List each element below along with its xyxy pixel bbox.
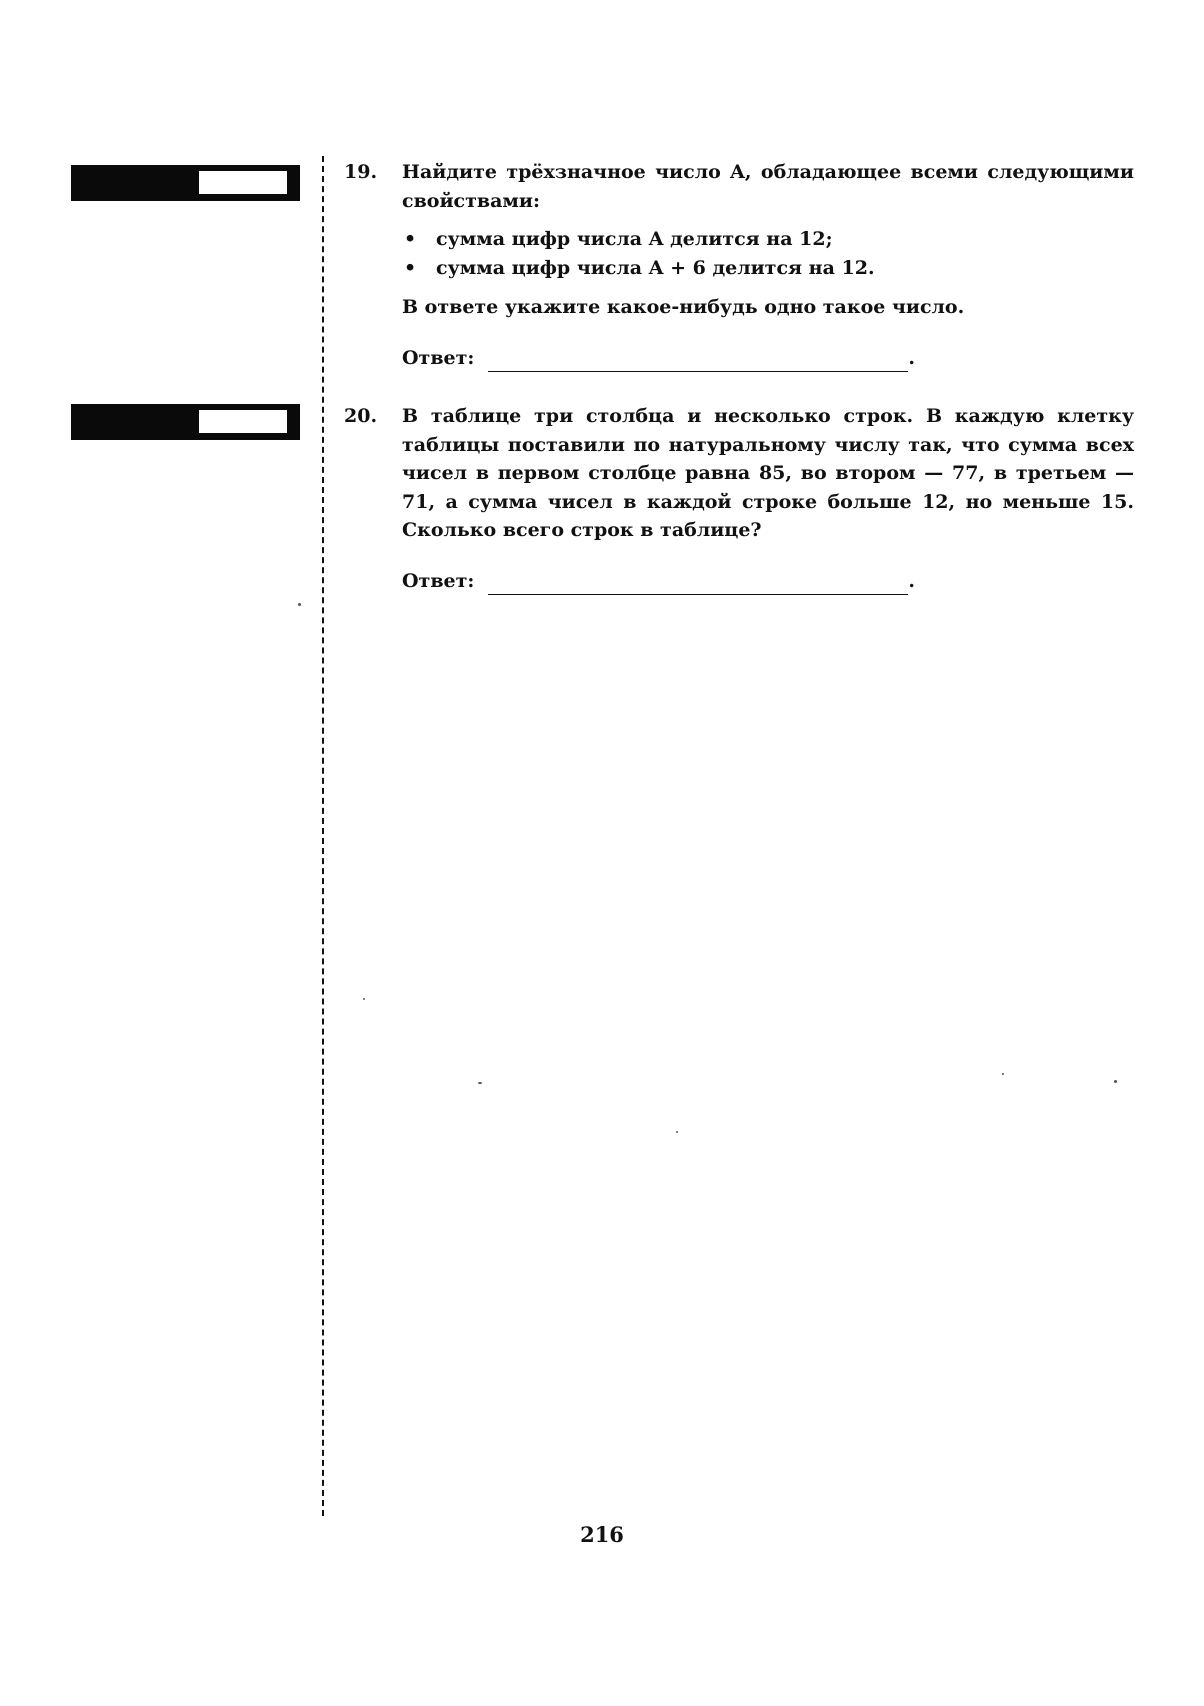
answer-row [402, 567, 1134, 595]
scan-speck [676, 1131, 678, 1133]
cut-line [322, 156, 324, 1516]
scan-speck [478, 1082, 482, 1084]
answer-box-19 [71, 165, 300, 201]
answer-cell-20[interactable] [199, 410, 287, 433]
answer-label: Ответ: [402, 346, 475, 369]
answer-end: . [908, 569, 916, 592]
answer-line[interactable] [488, 574, 908, 595]
answer-row [402, 344, 1134, 372]
task-number: 20. [344, 405, 378, 427]
answer-cell-19[interactable] [199, 171, 287, 194]
condition-item: • сумма цифр числа A делится на 12; [402, 225, 1134, 254]
condition-item: • сумма цифр числа A + 6 делится на 12. [402, 254, 1134, 283]
task-text: В таблице три столбца и несколько строк. В каждую клетку таблицы поставили по натуральному числу так, что сумма всех чисел в первом столбце равна 85, во втором — 77, в третьем — 71, а сумма чисел в каждой строке больше 12, но меньше 15. Сколько всего строк в таблице? [402, 405, 1134, 541]
task-body [402, 402, 1134, 595]
answer-box-20 [71, 404, 300, 440]
page-number: 216 [580, 1522, 624, 1547]
task-text: Найдите трёхзначное число A, обладающее всеми следующими свойствами: [402, 161, 1134, 212]
scan-speck [1002, 1073, 1004, 1075]
scan-speck [1114, 1080, 1117, 1083]
scan-speck [363, 998, 365, 1000]
answer-label: Ответ: [402, 569, 475, 592]
condition-list [402, 225, 1134, 282]
task-body [402, 158, 1134, 372]
scan-speck [298, 603, 301, 606]
task-note: В ответе укажите какое-нибудь одно такое число. [402, 296, 965, 318]
answer-line[interactable] [488, 351, 908, 372]
answer-end: . [908, 346, 916, 369]
task-number: 19. [344, 161, 378, 183]
